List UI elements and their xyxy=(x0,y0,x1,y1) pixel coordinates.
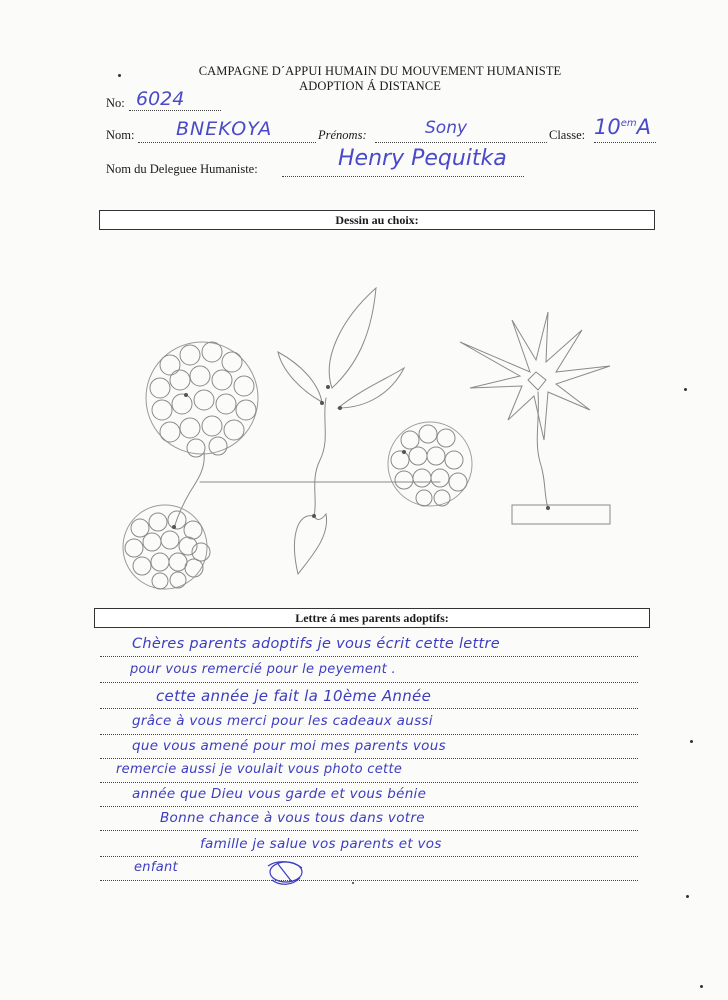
scan-speck xyxy=(686,895,689,898)
letter-dotted-line xyxy=(100,856,638,857)
scan-speck xyxy=(118,74,121,77)
letter-dotted-line xyxy=(100,880,638,881)
scan-speck xyxy=(700,985,703,988)
letter-dotted-line xyxy=(100,782,638,783)
letter-dotted-line xyxy=(100,806,638,807)
no-value: 6024 xyxy=(136,88,185,110)
no-label: No: xyxy=(106,96,125,110)
drawing-section-header: Dessin au choix: xyxy=(99,210,655,230)
letter-line-8: Bonne chance à vous tous dans votre xyxy=(160,810,425,826)
adoption-subtitle: ADOPTION Á DISTANCE xyxy=(299,79,441,93)
letter-line-6: remercie aussi je voulait vous photo cette xyxy=(116,762,403,777)
prenoms-value: Sony xyxy=(425,118,468,138)
delegue-value: Henry Pequitka xyxy=(338,146,507,171)
signature-doodle xyxy=(262,856,308,892)
spiky-flower xyxy=(460,312,610,440)
letter-line-3: cette année je fait la 10ème Année xyxy=(156,687,432,705)
letter-dotted-line xyxy=(100,656,638,657)
letter-section-header: Lettre á mes parents adoptifs: xyxy=(94,608,650,628)
flower-cluster-right xyxy=(388,422,472,506)
letter-dotted-line xyxy=(100,758,638,759)
classe-label: Classe: xyxy=(549,128,586,142)
letter-line-2: pour vous remercié pour le peyement . xyxy=(130,662,396,677)
letter-line-9: famille je salue vos parents et vos xyxy=(200,836,442,852)
prenoms-label: Prénoms: xyxy=(318,128,367,142)
letter-line-1: Chères parents adoptifs je vous écrit cette lettre xyxy=(132,636,500,652)
flower-cluster-large xyxy=(146,342,258,457)
letter-line-10: enfant xyxy=(134,860,178,875)
letter-dotted-line xyxy=(100,708,638,709)
leaf-plant xyxy=(278,288,404,574)
flower-cluster-small xyxy=(123,505,210,589)
letter-line-5: que vous amené pour moi mes parents vous xyxy=(132,738,446,754)
campaign-title: CAMPAGNE D´APPUI HUMAIN DU MOUVEMENT HUMANISTE xyxy=(198,64,562,78)
nom-value: BNEKOYA xyxy=(176,118,273,140)
letter-dotted-line xyxy=(100,682,638,683)
letter-dotted-line xyxy=(100,830,638,831)
letter-dotted-line xyxy=(100,734,638,735)
scan-speck xyxy=(352,882,354,884)
scan-speck xyxy=(690,740,693,743)
delegue-label: Nom du Deleguee Humaniste: xyxy=(106,162,258,176)
classe-value: $10^{em}A$ xyxy=(594,115,652,139)
scan-speck xyxy=(684,388,687,391)
nom-label: Nom: xyxy=(106,128,135,142)
letter-line-7: année que Dieu vous garde et vous bénie xyxy=(132,786,427,802)
letter-line-4: grâce à vous merci pour les cadeaux aussi xyxy=(132,713,433,729)
